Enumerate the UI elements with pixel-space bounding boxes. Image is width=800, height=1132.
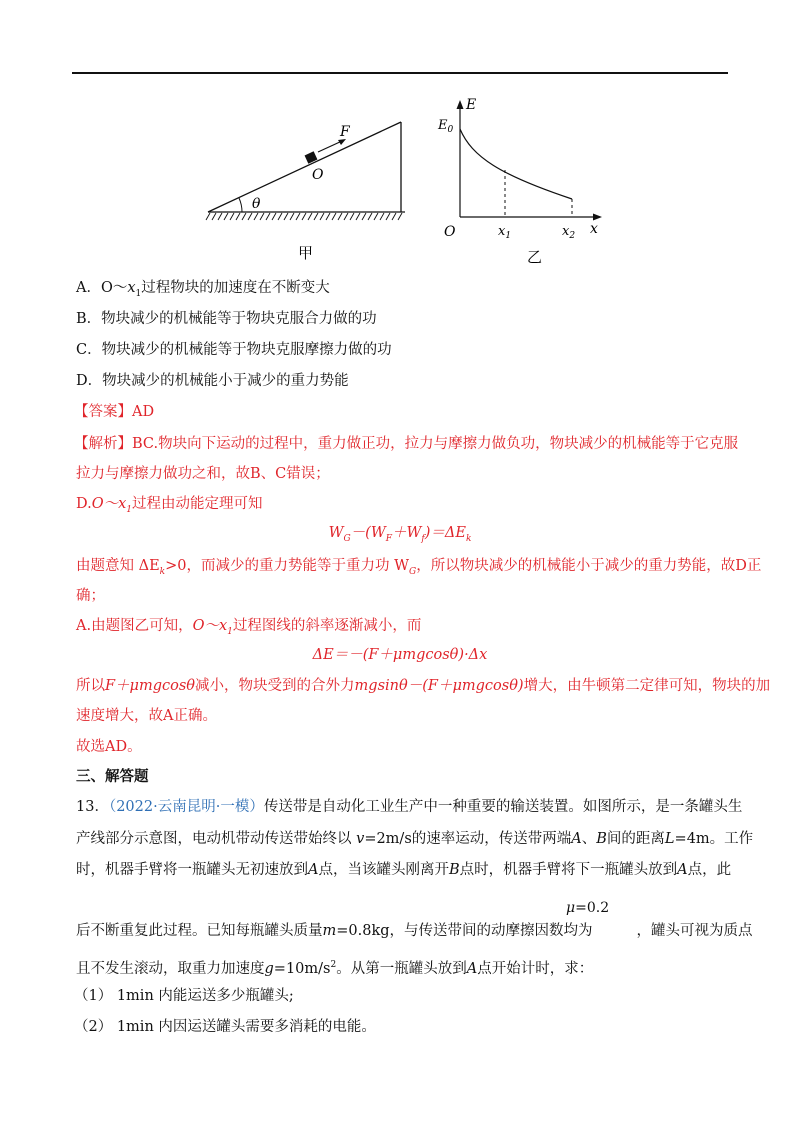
label-E0: $E_0$ [438,118,454,135]
label-x2-sub: 2 [569,231,576,241]
analysis-line-9: 故选AD。 [76,739,142,755]
axes [457,100,603,221]
label-x1-sub: 1 [505,231,512,241]
label-O: O [312,167,324,183]
label-x: x [590,221,598,237]
problem-line-1: 13．（2022·云南昆明·一模）传送带是自动化工业生产中一种重要的输送装置。如图所示，是一条罐头生 [76,799,743,815]
analysis-line-8: 速度增大，故A正确。 [76,708,217,724]
equation-1: $W_G-(W_F+W_f)=\Delta E_k$ [328,525,472,544]
label-O: O [444,224,456,240]
top-rule [72,72,728,74]
option-d: D．物块减少的机械能小于减少的重力势能 [76,373,349,389]
label-E0-sub: 0 [447,125,454,135]
option-a: A．$O\sim x_1$过程物块的加速度在不断变大 [76,280,330,299]
analysis-line-5: 确； [76,588,105,604]
label-x1: $x_1$ [498,224,512,241]
energy-curve [460,129,572,199]
incline-triangle [208,122,405,212]
problem-line-5: 且不发生滚动，取重力加速度$g=10m/s^2$。从第一瓶罐头放到A点开始计时，求： [76,960,594,977]
equation-2: ΔE＝－(F＋μmgcosθ)·Δx [312,647,488,663]
label-E: E [466,97,477,113]
analysis-line-6: A.由题图乙可知，$O\sim x_1$过程图线的斜率逐渐减小，而 [76,618,422,637]
label-theta: θ [252,196,261,212]
answer: 【答案】AD [74,404,155,420]
caption-jia: 甲 [298,244,314,260]
angle-arc [239,198,242,212]
label-F: F [340,124,350,140]
option-b: B．物块减少的机械能等于物块克服合力做的功 [76,311,377,327]
problem-source: （2022·云南昆明·一模） [108,799,264,815]
mu-formula: μ=0.2 [566,900,610,916]
problem-line-3: 时，机器手臂将一瓶罐头无初速放到A点，当该罐头刚离开B点时，机器手臂将下一瓶罐头放到A点，此 [76,862,732,878]
problem-line-2: 产线部分示意图，电动机带动传送带始终以 v=2m/s的速率运动，传送带两端A、B间的距离L=4m。工作 [76,831,754,847]
question-1: （1） 1min 内能运送多少瓶罐头; [74,988,294,1004]
analysis-line-4: 由题意知 $\Delta E_k>0$，而减少的重力势能等于重力功 $W_G$，所以物块减少的机械能小于减少的重力势能，故D正 [76,558,762,577]
section-heading: 三、解答题 [76,768,149,785]
analysis-line-7: 所以F＋μmgcosθ减小，物块受到的合外力mgsinθ－(F＋μmgcosθ)增大，由牛顿第二定律可知，物块的加 [76,678,771,694]
analysis-line-1: 【解析】BC.物块向下运动的过程中，重力做正功，拉力与摩擦力做负功，物块减少的机械能等于它克服 [74,436,739,452]
incline-figure [200,110,415,260]
question-2: （2） 1min 内因运送罐头需要多消耗的电能。 [74,1019,376,1035]
analysis-line-2: 拉力与摩擦力做功之和，故B、C错误； [76,466,330,482]
caption-yi: 乙 [527,248,543,265]
energy-graph [430,95,610,265]
problem-line-4: 后不断重复此过程。已知每瓶罐头质量m=0.8kg，与传送带间的动摩擦因数均为 ，罐头可视为质点 [76,923,753,939]
ground-hatch [206,213,402,220]
analysis-line-3: $D.O\sim x_1$过程由动能定理可知 [76,496,263,515]
label-x2: $x_2$ [562,224,576,241]
option-c: C．物块减少的机械能等于物块克服摩擦力做的功 [76,342,392,358]
